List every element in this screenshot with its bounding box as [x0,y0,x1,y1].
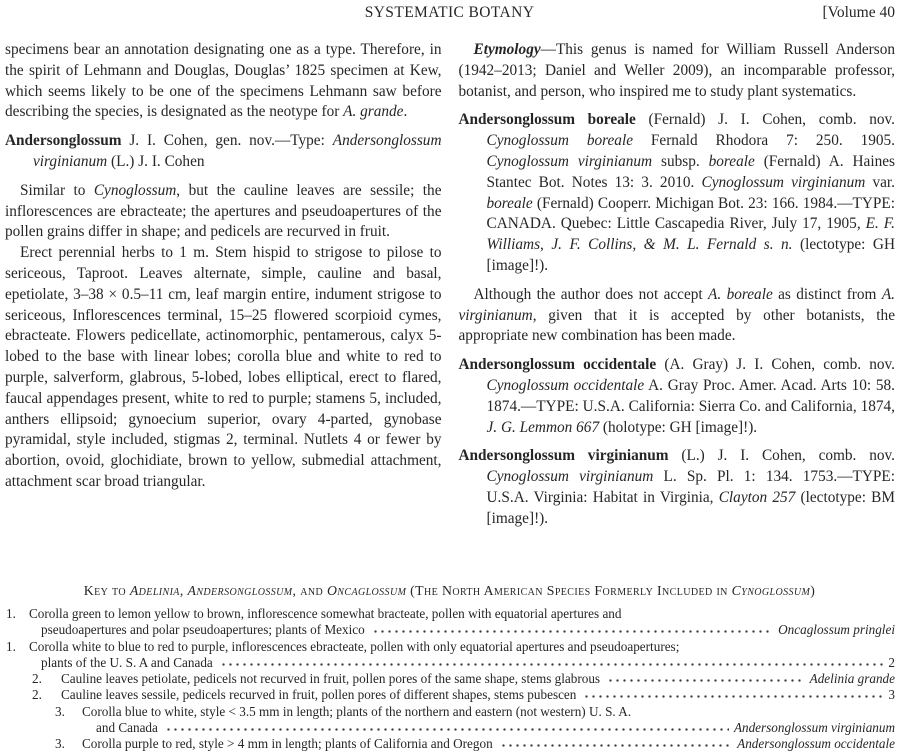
paragraph-diagnosis: Similar to Cynoglossum, but the cauline leaves are sessile; the inflorescences are ebracteate; the apertures and pseudoapertures of the pollen grains differ in shape; and pedicels are recurved in fruit. [5,181,442,241]
key-item-text: Corolla blue to white, style < 3.5 mm in length; plants of the northern and eastern (not western) U. S. A. [82,703,632,719]
body-columns [5,40,895,530]
volume-label: [Volume 40 [822,4,895,21]
identification-key [4,583,895,751]
key-item-result: Oncaglossum pringlei [778,622,895,638]
key-item-text: pseudoapertures and polar pseudoapertures; plants of Mexico [41,622,365,638]
key-item [4,687,895,703]
key-item-text: Corolla green to lemon yellow to brown, inflorescence somewhat bracteate, pollen with equatorial apertures and [29,606,622,621]
key-item-text: and Canada [96,720,158,736]
key-item [4,671,895,687]
key-item-result: Adelinia grande [809,671,895,687]
left-column [5,40,442,530]
key-item [4,639,895,655]
key-item-number: 3. [55,736,65,751]
paragraph-etymology: Etymology—This genus is named for William Russell Anderson (1942–2013; Daniel and Weller 2009), an incomparable professor, botanist, and person, who inspired me to study plant systematics. [458,41,895,100]
key-item-number: 2. [32,671,42,687]
key-item-number: 1. [6,606,16,621]
key-item-continuation [4,622,895,638]
key-item-text: Corolla white to blue to red to purple, inflorescences ebracteate, pollen with only equatorial apertures and pseudoapertures; [29,638,680,654]
dotted-leader [500,739,732,748]
species-entry-occidentale: Andersonglossum occidentale (A. Gray) J. I. Cohen, comb. nov. Cynoglossum occidentale A. Gray Proc. Amer. Acad. Arts 10: 58. 1874.—TYPE: U.S.A. California: Sierra Co. and California, 1874, J. G. Lemmon 667 (holotype: GH [image]!). [458,356,896,436]
key-item-result: 3 [888,687,895,703]
dotted-leader [165,723,729,732]
paragraph-neotype: specimens bear an annotation designating one as a type. Therefore, in the spirit of Lehmann and Douglas, Douglas’ 1825 specimen at Kew, which seems likely to be one of the specimens Lehmann saw before describing the species, is designated as the neotype for A. grande. [5,41,442,121]
key-item-number: 2. [32,687,42,703]
key-item-text: Corolla purple to red, style > 4 mm in length; plants of California and Oregon [82,736,493,751]
key-item-result: 2 [888,654,895,670]
species-entry-virginianum: Andersonglossum virginianum (L.) J. I. Cohen, comb. nov. Cynoglossum virginianum L. Sp. Pl. 1: 134. 1753.—TYPE: U.S.A. Virginia: Habitat in Virginia, Clayton 257 (lectotype: BM [image]!). [458,447,895,527]
key-item-number: 1. [6,638,16,654]
paragraph-description: Erect perennial herbs to 1 m. Stem hispid to strigose to pilose to sericeous, Taproot. Leaves alternate, simple, cauline and basal, epetiolate, 3–38 × 0.5–11 cm, leaf margin entire, indument strigose to sericeous, Inflorescences terminal, 15–25 flowered scorpioid cymes, ebracteate. Flowers pedicellate, actinomorphic, pentamerous, calyx 5-lobed to the base with linear lobes; corolla blue and white to red to purple, salverform, glabrous, 5-lobed, lobes elliptical, erect to flared, faucal appendages present, white to red to purple; stamens 5, included, anthers ellipsoid; gynoecium superior, ovary 4-parted, gynobase pyramidal, style included, stigmas 2, terminal. Nutlets 4 or fewer by abortion, ovoid, glochidiate, brown to yellow, submedial attachment, attachment scar broad triangular. [5,244,442,490]
dotted-leader [607,674,805,683]
running-head [4,4,895,26]
key-rows [4,606,895,751]
journal-title: SYSTEMATIC BOTANY [364,4,535,21]
key-item-text: plants of the U. S. A and Canada [41,654,213,670]
key-item-continuation [4,720,895,736]
key-item-result: Andersonglossum occidentale [737,736,895,751]
dotted-leader [583,690,883,699]
genus-heading: Andersonglossum J. I. Cohen, gen. nov.—Type: Andersonglossum virginianum (L.) J. I. Cohen [5,132,442,170]
key-item-continuation [4,655,895,671]
right-column [459,40,896,530]
key-item [4,736,895,751]
key-item [4,704,895,720]
key-item [4,606,895,622]
paragraph-boreale-note: Although the author does not accept A. boreale as distinct from A. virginianum, given that it is accepted by other botanists, the appropriate new combination has been made. [458,285,895,345]
key-item-result: Andersonglossum virginianum [733,720,895,736]
key-item-number: 3. [55,703,65,719]
key-title: Key to Adelinia, Andersonglossum, and Oncaglossum (The North American Species Formerly Included in Cynoglossum) [83,583,816,598]
key-item-text: Cauline leaves sessile, pedicels recurved in fruit, pollen pores of different shapes, stems pubescen [61,687,577,703]
dotted-leader [372,625,773,634]
key-item-text: Cauline leaves petiolate, pedicels not recurved in fruit, pollen pores of the same shape, stems glabrous [61,671,601,687]
species-entry-boreale: Andersonglossum boreale (Fernald) J. I. Cohen, comb. nov. Cynoglossum boreale Fernald Rhodora 7: 250. 1905. Cynoglossum virginianum subsp. boreale (Fernald) A. Haines Stantec Bot. Notes 13: 3. 2010. Cynoglossum virginianum var. boreale (Fernald) Cooperr. Michigan Bot. 23: 166. 1984.—TYPE: CANADA. Quebec: Little Cascapedia River, July 17, 1905, E. F. Williams, J. F. Collins, & M. L. Fernald s. n. (lectotype: GH [image]!). [458,111,895,274]
dotted-leader [220,658,884,667]
